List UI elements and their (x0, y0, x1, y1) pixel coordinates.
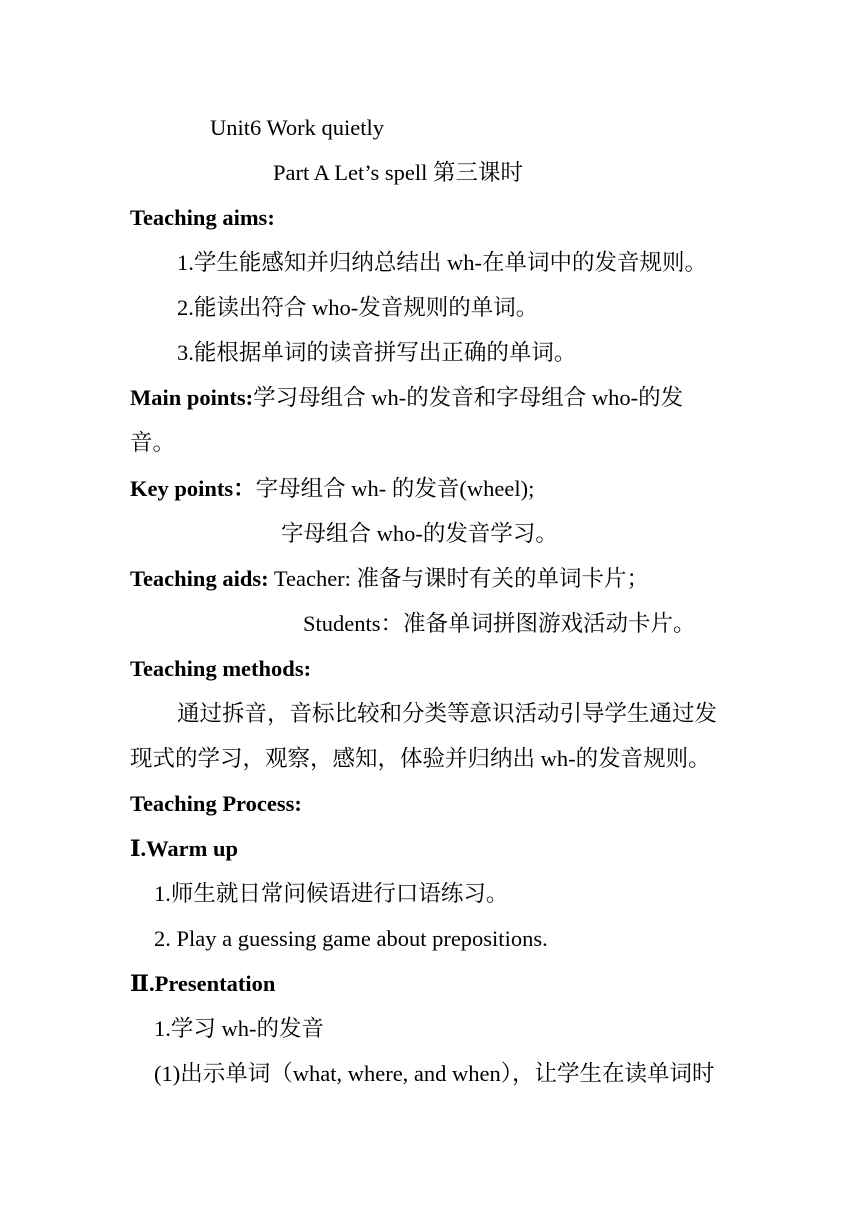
teaching-methods-text-continued: 现式的学习，观察，感知，体验并归纳出 wh-的发音规则。 (130, 746, 711, 771)
teaching-aids-students: Students：准备单词拼图游戏活动卡片。 (303, 611, 696, 636)
key-points-label: Key points： (130, 476, 256, 501)
teaching-aim-item: 2.能读出符合 who-发音规则的单词。 (177, 295, 539, 320)
main-points-label: Main points: (130, 385, 254, 410)
key-points-line (130, 474, 534, 504)
document-title: Unit6 Work quietly (210, 115, 385, 140)
teaching-aims-heading: Teaching aims: (130, 205, 275, 230)
main-points-text: 学习母组合 wh-的发音和字母组合 who-的发 (253, 385, 684, 410)
key-points-text-continued: 字母组合 who-的发音学习。 (281, 521, 558, 546)
main-points-text-continued: 音。 (130, 430, 176, 455)
presentation-heading: Ⅱ.Presentation (130, 971, 276, 996)
warm-up-item: 1.师生就日常问候语进行口语练习。 (154, 881, 509, 906)
main-points-line (130, 383, 683, 413)
warm-up-heading: Ⅰ.Warm up (130, 836, 239, 861)
warm-up-item: 2. Play a guessing game about prepositions. (154, 926, 548, 951)
presentation-item: 1.学习 wh-的发音 (154, 1016, 324, 1041)
document-subtitle: Part A Let’s spell 第三课时 (273, 160, 523, 185)
teaching-methods-heading: Teaching methods: (130, 656, 312, 681)
teaching-process-heading: Teaching Process: (130, 791, 302, 816)
key-points-text: 字母组合 wh- 的发音(wheel); (255, 476, 535, 501)
teaching-aids-line (130, 564, 649, 594)
teaching-aim-item: 3.能根据单词的读音拼写出正确的单词。 (177, 340, 577, 365)
teaching-aids-teacher: Teacher: 准备与课时有关的单词卡片； (273, 566, 650, 591)
teaching-aim-item: 1.学生能感知并归纳总结出 wh-在单词中的发音规则。 (177, 250, 707, 275)
teaching-aids-label: Teaching aids: (130, 566, 269, 591)
presentation-item: (1)出示单词（what, where, and when），让学生在读单词时 (154, 1061, 715, 1086)
teaching-methods-text: 通过拆音，音标比较和分类等意识活动引导学生通过发 (177, 701, 718, 726)
